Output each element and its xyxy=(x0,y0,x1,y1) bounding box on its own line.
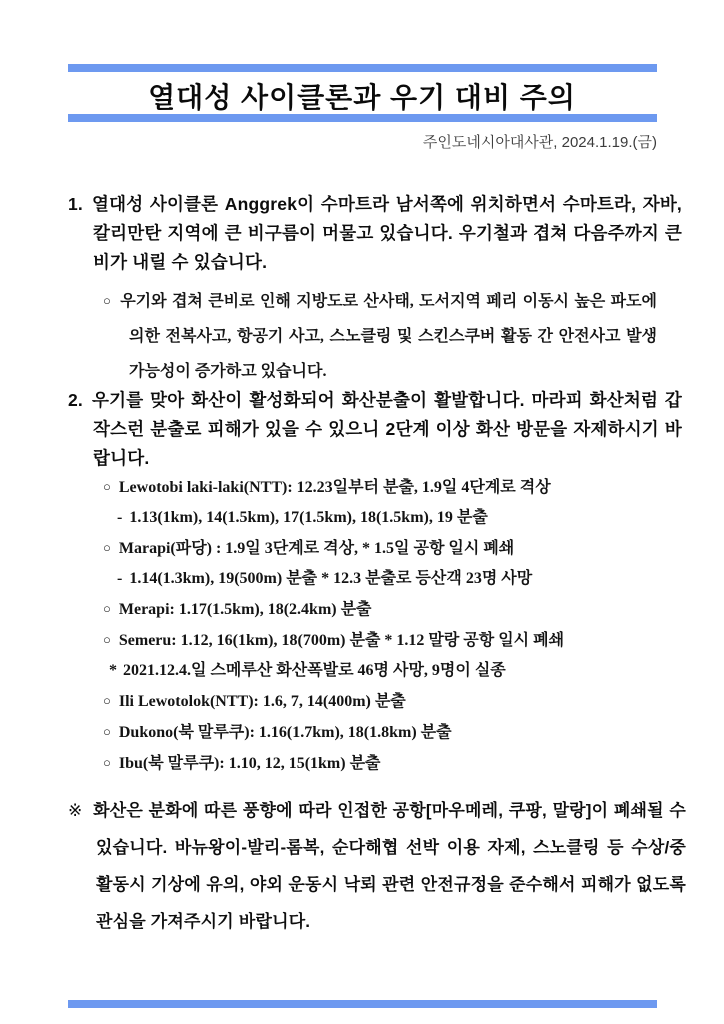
circle-bullet-marker: ○ xyxy=(103,540,111,555)
list-item-text: Merapi: 1.17(1.5km), 18(2.4km) 분출 xyxy=(118,601,372,618)
list-item xyxy=(117,564,663,594)
circle-bullet-marker: ○ xyxy=(103,724,111,739)
footnote-text: 화산은 분화에 따른 풍향에 따라 인접한 공항[마우메레, 쿠팡, 말랑]이 폐쇄될 수 있습니다. 바뉴왕이-발리-롬복, 순다해협 선박 이용 자제, 스노클링 등 수상/중 활동시 기상에 유의, 야외 운동시 낙뢰 관련 안전규정을 준수해서 피해가 없도록 관심을 가져주시기 바랍니다. xyxy=(93,801,686,931)
section-1-number: 1. xyxy=(68,194,83,214)
list-item-text: 2021.12.4.일 스메루산 화산폭발로 46명 사망, 9명이 실종 xyxy=(123,662,506,679)
title-rule-top xyxy=(68,64,657,72)
list-item xyxy=(103,717,663,748)
dash-bullet-marker: - xyxy=(117,570,123,587)
list-item xyxy=(103,594,663,625)
circle-bullet-marker: ○ xyxy=(103,632,111,647)
list-item-text: Semeru: 1.12, 16(1km), 18(700m) 분출 * 1.12 말랑 공항 일시 폐쇄 xyxy=(118,632,565,649)
list-item xyxy=(117,503,663,533)
star-bullet-marker: * xyxy=(109,662,117,679)
circle-bullet-marker: ○ xyxy=(103,601,111,616)
section-1-text: 열대성 사이클론 Anggrek이 수마트라 남서쪽에 위치하면서 수마트라, 자바, 칼리만탄 지역에 큰 비구름이 머물고 있습니다. 우기철과 겹쳐 다음주까지 큰비가 내릴 수 있습니다. xyxy=(92,194,682,272)
reference-mark: ※ xyxy=(68,801,84,820)
list-item xyxy=(103,748,663,779)
list-item-text: 1.14(1.3km), 19(500m) 분출 * 12.3 분출로 등산객 23명 사망 xyxy=(129,570,533,587)
circle-bullet-marker: ○ xyxy=(103,293,113,308)
section-2-heading xyxy=(68,386,682,473)
footnote-paragraph xyxy=(68,792,686,940)
circle-bullet-marker: ○ xyxy=(103,693,111,708)
list-item xyxy=(109,656,663,686)
section-2-number: 2. xyxy=(68,390,83,410)
list-item xyxy=(103,625,663,656)
list-item-text: Dukono(북 말루쿠): 1.16(1.7km), 18(1.8km) 분출 xyxy=(118,724,452,741)
circle-bullet-marker: ○ xyxy=(103,479,111,494)
list-item-text: Marapi(파당) : 1.9일 3단계로 격상, * 1.5일 공항 일시 폐쇄 xyxy=(118,540,515,557)
circle-bullet-marker: ○ xyxy=(103,755,111,770)
section-1-bullets xyxy=(103,283,657,389)
list-item-text: 우기와 겹쳐 큰비로 인해 지방도로 산사태, 도서지역 페리 이동시 높은 파도에 의한 전복사고, 항공기 사고, 스노클링 및 스킨스쿠버 활동 간 안전사고 발생 가능성이 증가하고 있습니다. xyxy=(120,293,657,380)
footer-rule xyxy=(68,1000,657,1008)
section-2-bullets xyxy=(103,472,663,779)
page-title: 열대성 사이클론과 우기 대비 주의 xyxy=(148,82,576,113)
list-item xyxy=(103,686,663,717)
list-item xyxy=(103,472,663,503)
title-rule-bottom xyxy=(68,114,657,122)
list-item-text: 1.13(1km), 14(1.5km), 17(1.5km), 18(1.5km), 19 분출 xyxy=(129,509,488,526)
list-item-text: Ili Lewotolok(NTT): 1.6, 7, 14(400m) 분출 xyxy=(118,693,406,710)
section-1-heading xyxy=(68,190,682,277)
list-item-text: Ibu(북 말루쿠): 1.10, 12, 15(1km) 분출 xyxy=(118,755,381,772)
list-item xyxy=(103,283,657,389)
section-2-text: 우기를 맞아 화산이 활성화되어 화산분출이 활발합니다. 마라피 화산처럼 갑작스런 분출로 피해가 있을 수 있으니 2단계 이상 화산 방문을 자제하시기 바랍니다. xyxy=(92,390,682,468)
list-item xyxy=(103,533,663,564)
dash-bullet-marker: - xyxy=(117,509,123,526)
list-item-text: Lewotobi laki-laki(NTT): 12.23일부터 분출, 1.9일 4단계로 격상 xyxy=(118,479,551,496)
byline-date: 주인도네시아대사관, 2024.1.19.(금) xyxy=(422,134,657,151)
